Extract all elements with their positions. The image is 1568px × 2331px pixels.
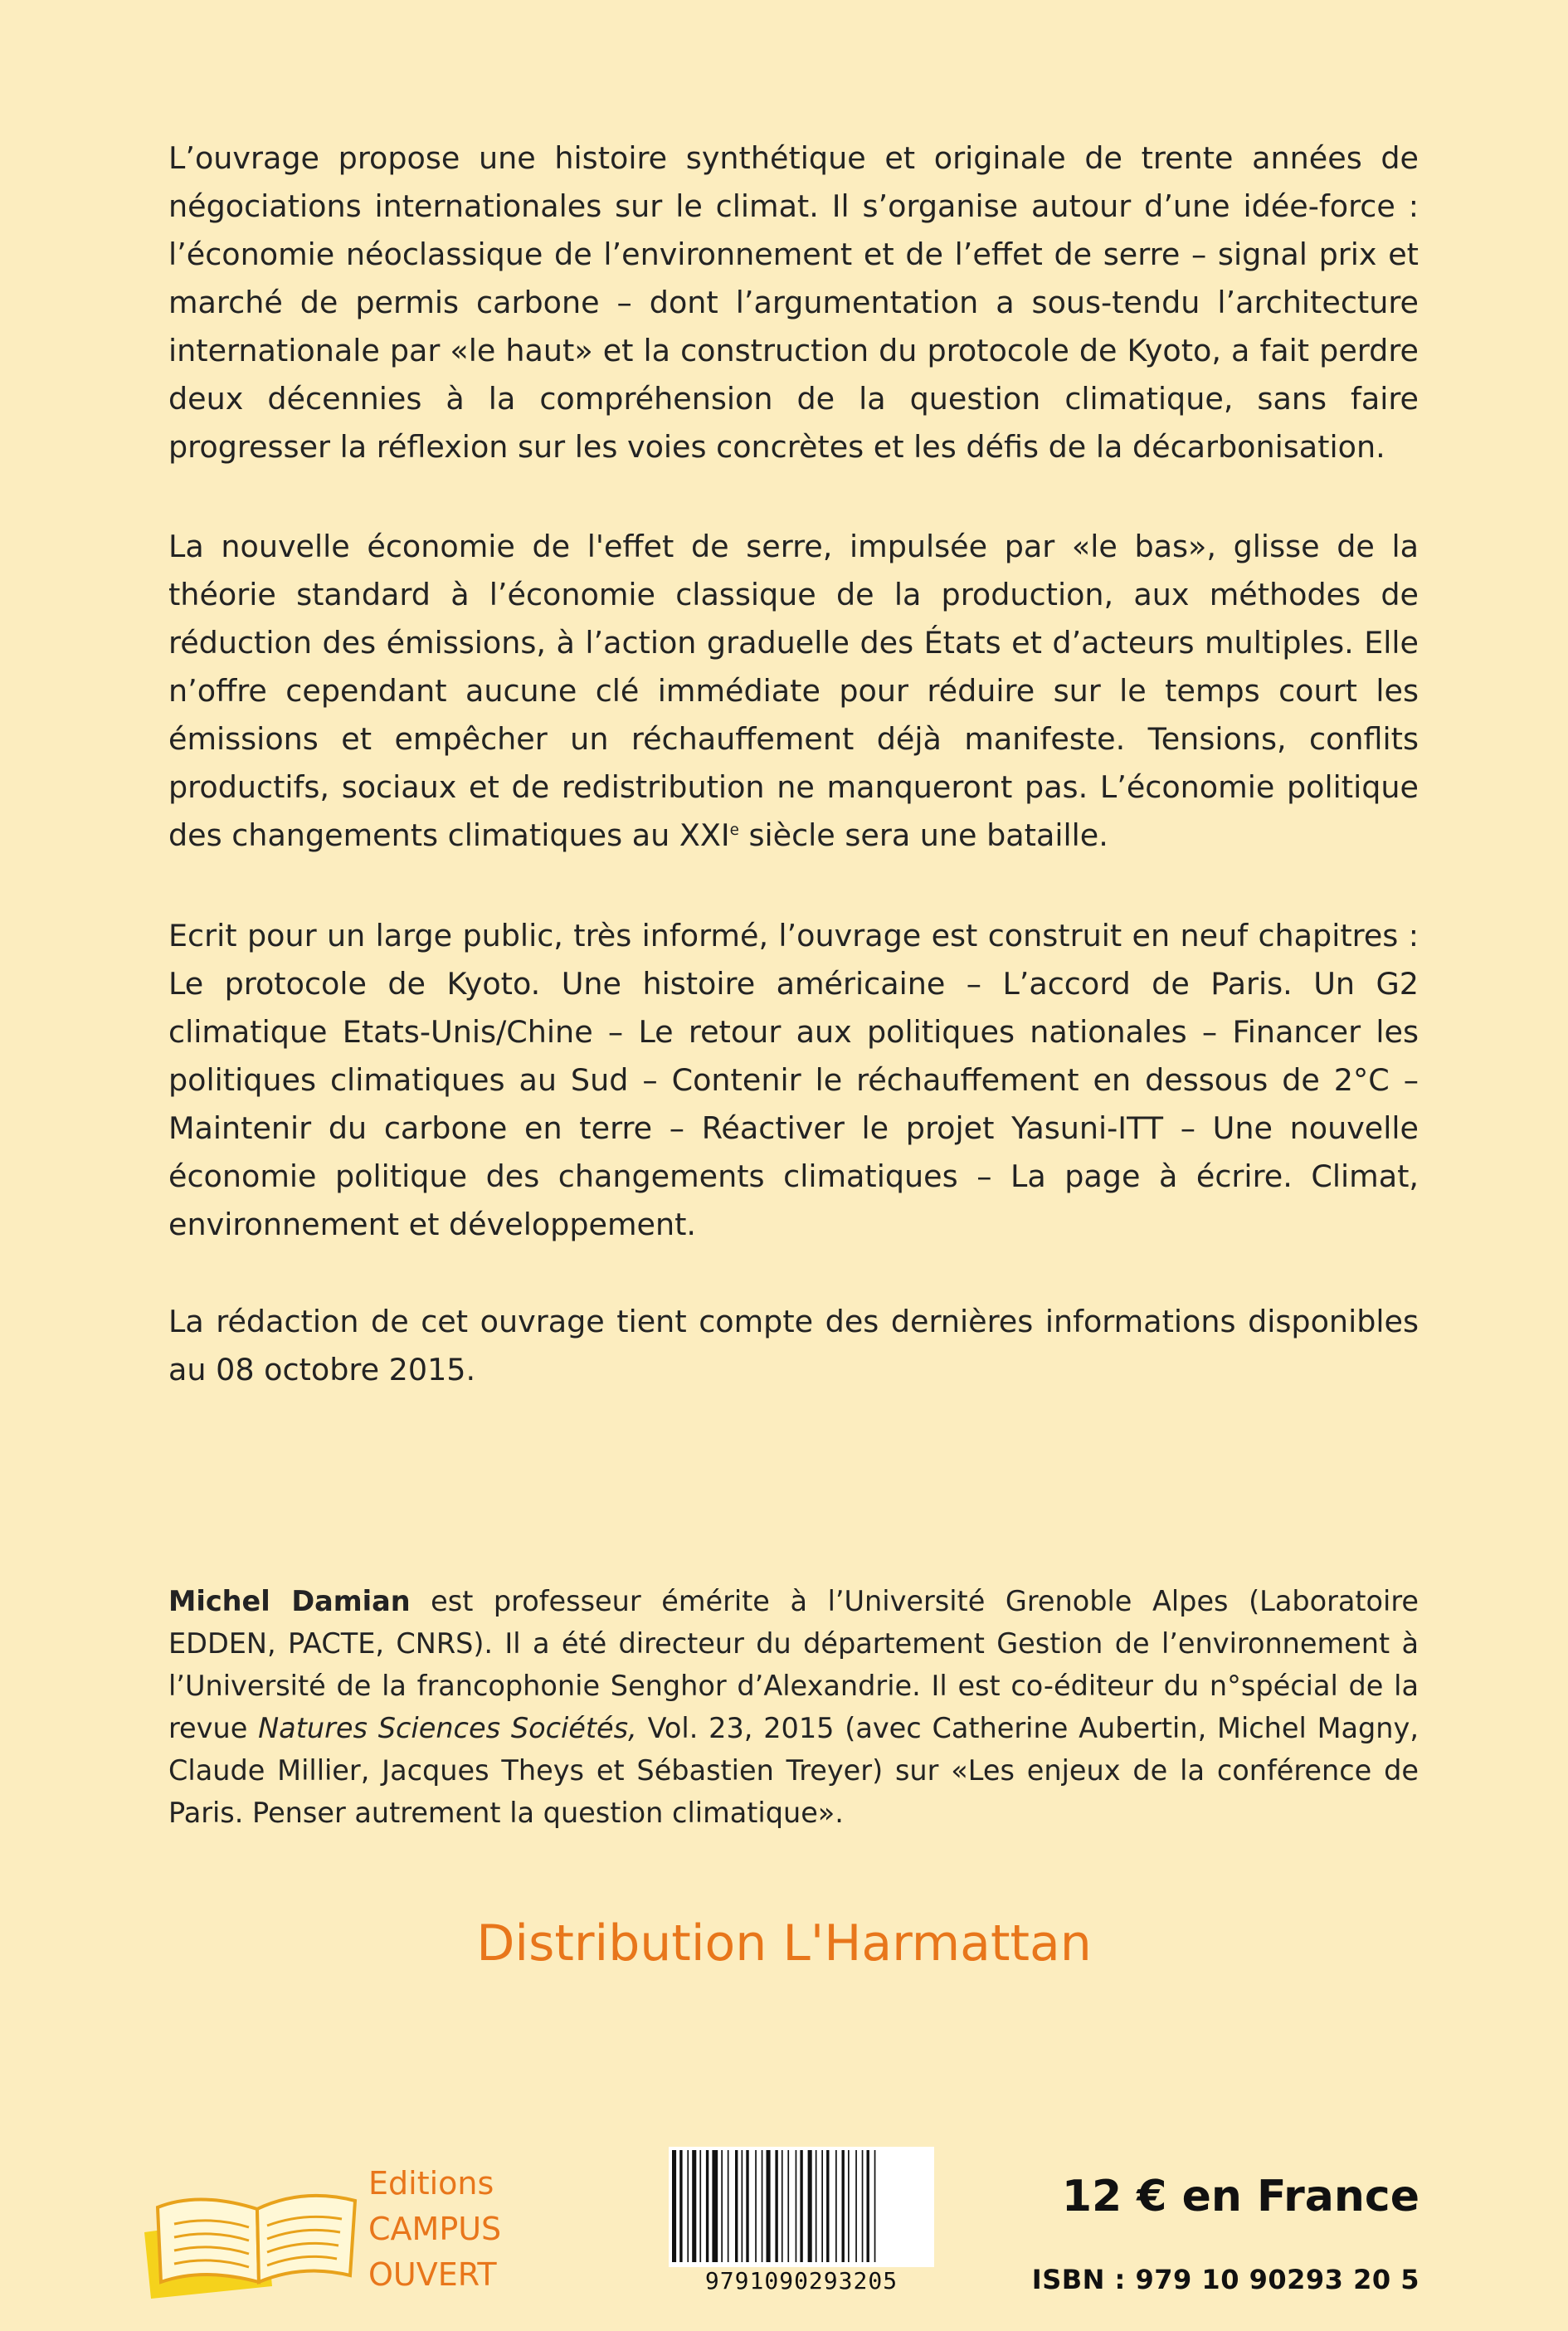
barcode-bar <box>808 2150 812 2262</box>
barcode-bar <box>762 2150 763 2262</box>
barcode-bar <box>787 2150 789 2262</box>
summary-paragraph-1: L’ouvrage propose une histoire synthétique et originale de trente années de négociations internationales sur le climat. Il s’organise autour d’une idée-force : l’économie néoclassique de l’environnement et de l’effet de serre – signal prix et marché de permis carbone – dont l’argumentation a sous-tendu l’architecture internationale par «le haut» et la construction du protocole de Kyoto, a fait perdre deux décennies à la compréhension de la question climatique, sans faire progresser la réflexion sur les voies concrètes et les défis de la décarbonisation. <box>168 140 1419 465</box>
open-book-logo-icon <box>133 2158 382 2299</box>
summary-paragraph-2 <box>168 523 1419 860</box>
barcode-bar <box>728 2150 729 2262</box>
publisher-name <box>368 2161 501 2298</box>
publisher-line-3: OUVERT <box>368 2256 497 2293</box>
barcode-bar <box>782 2150 783 2262</box>
summary-paragraph-2-text: La nouvelle économie de l'effet de serre, impulsée par «le bas», glisse de la théorie standard à l’économie classique de la production, aux méthodes de réduction des émissions, à l’action graduelle des États et d’acteurs multiples. Elle n’offre cependant aucune clé immédiate pour réduire sur le temps court les émissions et empêcher un réchauffement déjà manifeste. Tensions, conflits productifs, sociaux et de redistribution ne manqueront pas. L’économie politique des changements climatiques au XXI <box>168 529 1419 853</box>
journal-title: Natures Sciences Sociétés, <box>258 1712 637 1744</box>
century-superscript: e <box>729 821 739 839</box>
barcode-bar <box>699 2150 701 2262</box>
summary-paragraph-2-tail: siècle sera une bataille. <box>738 817 1108 853</box>
barcode-bar <box>712 2150 718 2262</box>
barcode-bar <box>848 2150 850 2262</box>
publisher-line-1: Editions <box>368 2165 494 2202</box>
barcode-bar <box>867 2150 869 2262</box>
barcode-bar <box>672 2150 676 2262</box>
barcode-bar <box>679 2150 682 2262</box>
date-note-paragraph: La rédaction de cet ouvrage tient compte des dernières informations disponibles au 08 octobre 2015. <box>168 1304 1419 1387</box>
chapters-paragraph: Ecrit pour un large public, très informé, l’ouvrage est construit en neuf chapitres : Le protocole de Kyoto. Une histoire américaine – L’accord de Paris. Un G2 climatique Etats-Unis/Chine – Le retour aux politiques nationales – Financer les politiques climatiques au Sud – Contenir le réchauffement en dessous de 2°C – Maintenir du carbone en terre – Réactiver le projet Yasuni-ITT – Une nouvelle économie politique des changements climatiques – La page à écrire. Climat, environnement et développement. <box>168 918 1419 1242</box>
barcode-bar <box>826 2150 829 2262</box>
barcode-bar <box>855 2150 857 2262</box>
barcode-bar <box>775 2150 777 2262</box>
barcode-bar <box>800 2150 802 2262</box>
barcode-bar <box>874 2150 876 2262</box>
barcode-bar <box>742 2150 743 2262</box>
barcode-number: 9791090293205 <box>704 2267 898 2294</box>
barcode-bar <box>862 2150 864 2262</box>
author-name: Michel Damian <box>168 1585 411 1617</box>
barcode-bar <box>755 2150 757 2262</box>
barcode-bar <box>821 2150 823 2262</box>
barcode-bar <box>721 2150 723 2262</box>
barcode-bar <box>842 2150 845 2262</box>
barcode-bar <box>835 2150 837 2262</box>
barcode-bar <box>796 2150 797 2262</box>
author-bio-text-1: est professeur émérite à l’Université Grenoble Alpes (Laboratoire EDDEN, PACTE, CNRS). Il a été directeur du département Gestion de l’environnement à l’Université de la francophonie Senghor d’Alexandrie. Il est co-éditeur du n°spécial de la revue <box>168 1585 1419 1744</box>
barcode-bar <box>687 2150 689 2262</box>
author-bio <box>168 1580 1419 1834</box>
barcode-bar <box>746 2150 748 2262</box>
distribution-label: Distribution L'Harmattan <box>476 1914 1092 1973</box>
barcode-bar <box>767 2150 771 2262</box>
barcode-bar <box>816 2150 817 2262</box>
barcode-bar <box>706 2150 709 2262</box>
author-bio-text-2: Vol. 23, 2015 (avec Catherine Aubertin, Michel Magny, Claude Millier, Jacques Theys et Sébastien Treyer) sur «Les enjeux de la conférence de Paris. Penser autrement la question climatique». <box>168 1712 1419 1829</box>
publisher-line-2: CAMPUS <box>368 2211 502 2247</box>
barcode-bar <box>692 2150 696 2262</box>
barcode-bar <box>735 2150 738 2262</box>
isbn: ISBN : 979 10 90293 20 5 <box>1031 2264 1419 2295</box>
price: 12 € en France <box>1061 2172 1419 2221</box>
